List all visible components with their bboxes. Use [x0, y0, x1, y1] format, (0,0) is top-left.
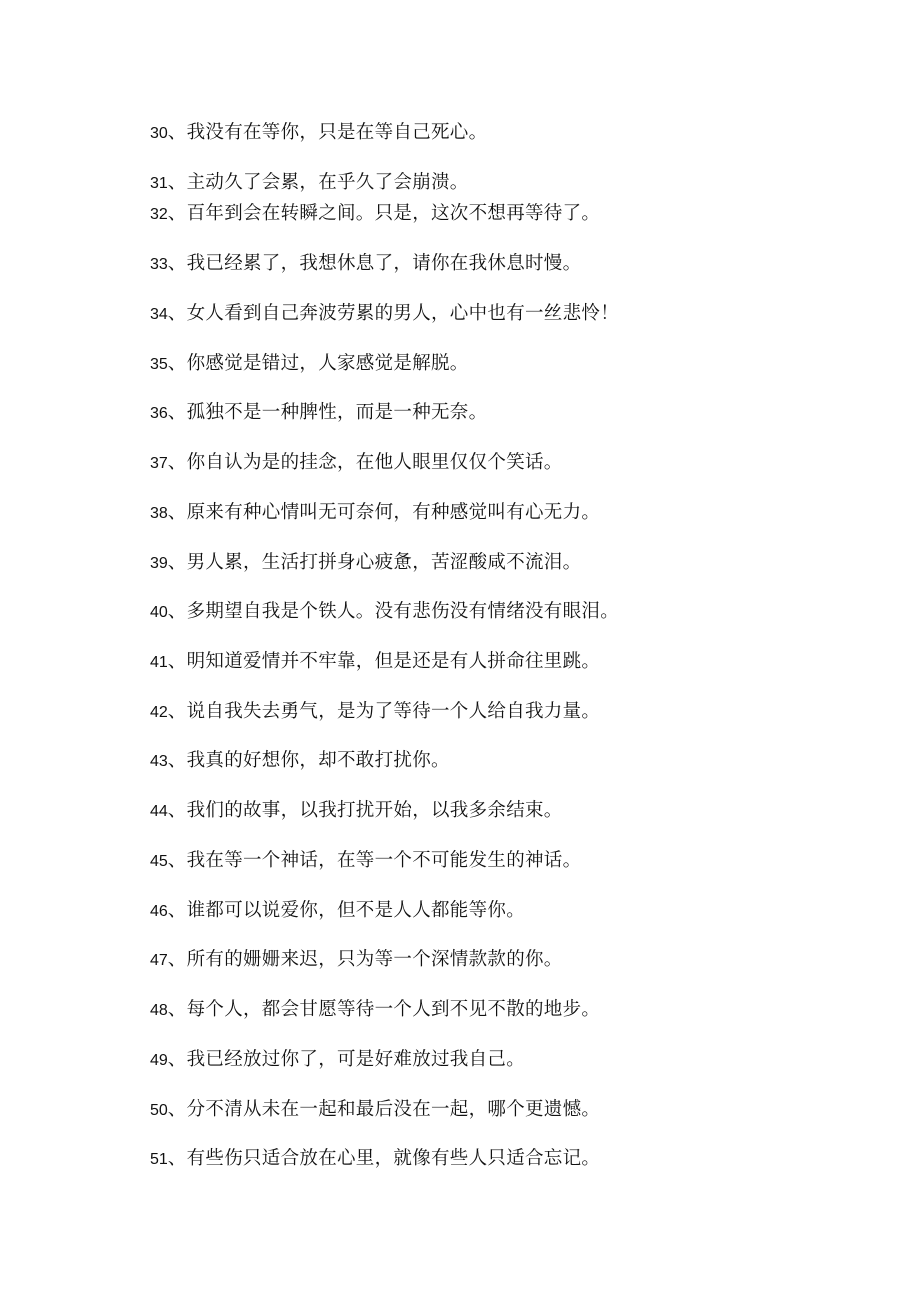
- item-number: 30: [150, 125, 168, 142]
- item-separator: 、: [167, 303, 187, 324]
- item-separator: 、: [167, 452, 187, 473]
- item-text: 男人累，生活打拼身心疲惫，苦涩酸咸不流泪。: [186, 552, 582, 573]
- item-text: 我在等一个神话，在等一个不可能发生的神话。: [186, 850, 582, 871]
- item-number: 36: [150, 405, 168, 422]
- item-number: 40: [150, 604, 168, 621]
- item-number: 49: [150, 1052, 168, 1069]
- item-number: 45: [150, 853, 168, 870]
- item-text: 我已经放过你了，可是好难放过我自己。: [186, 1049, 526, 1070]
- list-item: [150, 650, 600, 675]
- list-item: [150, 849, 581, 874]
- item-separator: 、: [167, 402, 187, 423]
- item-text: 我没有在等你，只是在等自己死心。: [186, 122, 488, 143]
- list-item: [150, 948, 563, 973]
- item-separator: 、: [167, 750, 187, 771]
- item-separator: 、: [167, 253, 187, 274]
- list-item: [150, 700, 600, 725]
- item-number: 32: [150, 206, 168, 223]
- item-text: 百年到会在转瞬之间。只是，这次不想再等待了。: [186, 203, 601, 224]
- item-number: 35: [150, 356, 168, 373]
- item-number: 34: [150, 306, 168, 323]
- list-item: [150, 1147, 600, 1172]
- item-text: 你感觉是错过，人家感觉是解脱。: [186, 353, 469, 374]
- item-number: 44: [150, 803, 168, 820]
- item-separator: 、: [167, 949, 187, 970]
- list-item: [150, 501, 600, 526]
- item-text: 主动久了会累，在乎久了会崩溃。: [186, 172, 469, 193]
- item-number: 42: [150, 704, 168, 721]
- item-separator: 、: [167, 172, 187, 193]
- list-item: [150, 302, 619, 327]
- item-separator: 、: [167, 701, 187, 722]
- item-text: 我们的故事，以我打扰开始，以我多余结束。: [186, 800, 563, 821]
- item-separator: 、: [167, 651, 187, 672]
- item-number: 47: [150, 952, 168, 969]
- list-item: [150, 171, 469, 196]
- list-item: [150, 600, 619, 625]
- item-number: 31: [150, 175, 168, 192]
- item-number: 33: [150, 256, 168, 273]
- item-separator: 、: [167, 1049, 187, 1070]
- item-text: 你自认为是的挂念，在他人眼里仅仅个笑话。: [186, 452, 563, 473]
- item-number: 50: [150, 1102, 168, 1119]
- list-item: [150, 1048, 525, 1073]
- item-separator: 、: [167, 1099, 187, 1120]
- list-item: [150, 998, 600, 1023]
- item-separator: 、: [167, 502, 187, 523]
- item-separator: 、: [167, 850, 187, 871]
- item-separator: 、: [167, 900, 187, 921]
- list-item: [150, 352, 469, 377]
- item-number: 41: [150, 654, 168, 671]
- list-item: [150, 252, 581, 277]
- list-item: [150, 451, 563, 476]
- item-text: 女人看到自己奔波劳累的男人，心中也有一丝悲怜！: [186, 303, 620, 324]
- item-number: 48: [150, 1002, 168, 1019]
- item-number: 37: [150, 455, 168, 472]
- item-separator: 、: [167, 552, 187, 573]
- item-separator: 、: [167, 999, 187, 1020]
- list-item: [150, 1098, 600, 1123]
- list-item: [150, 202, 600, 227]
- item-text: 孤独不是一种脾性，而是一种无奈。: [186, 402, 488, 423]
- item-separator: 、: [167, 800, 187, 821]
- item-text: 明知道爱情并不牢靠，但是还是有人拼命往里跳。: [186, 651, 601, 672]
- item-text: 分不清从未在一起和最后没在一起，哪个更遗憾。: [186, 1099, 601, 1120]
- item-separator: 、: [167, 122, 187, 143]
- item-text: 原来有种心情叫无可奈何，有种感觉叫有心无力。: [186, 502, 601, 523]
- list-item: [150, 551, 581, 576]
- item-text: 我已经累了，我想休息了，请你在我休息时慢。: [186, 253, 582, 274]
- item-separator: 、: [167, 601, 187, 622]
- item-text: 有些伤只适合放在心里，就像有些人只适合忘记。: [186, 1148, 601, 1169]
- item-separator: 、: [167, 1148, 187, 1169]
- list-item: [150, 401, 487, 426]
- list-item: [150, 899, 525, 924]
- item-separator: 、: [167, 203, 187, 224]
- item-text: 每个人，都会甘愿等待一个人到不见不散的地步。: [186, 999, 601, 1020]
- item-number: 51: [150, 1151, 168, 1168]
- list-item: [150, 749, 450, 774]
- list-item: [150, 121, 487, 146]
- item-separator: 、: [167, 353, 187, 374]
- item-number: 39: [150, 555, 168, 572]
- item-text: 说自我失去勇气，是为了等待一个人给自我力量。: [186, 701, 601, 722]
- item-number: 43: [150, 753, 168, 770]
- item-number: 46: [150, 903, 168, 920]
- list-item: [150, 799, 563, 824]
- item-text: 谁都可以说爱你，但不是人人都能等你。: [186, 900, 526, 921]
- item-text: 多期望自我是个铁人。没有悲伤没有情绪没有眼泪。: [186, 601, 620, 622]
- item-text: 我真的好想你，却不敢打扰你。: [186, 750, 450, 771]
- item-number: 38: [150, 505, 168, 522]
- item-text: 所有的姗姗来迟，只为等一个深情款款的你。: [186, 949, 563, 970]
